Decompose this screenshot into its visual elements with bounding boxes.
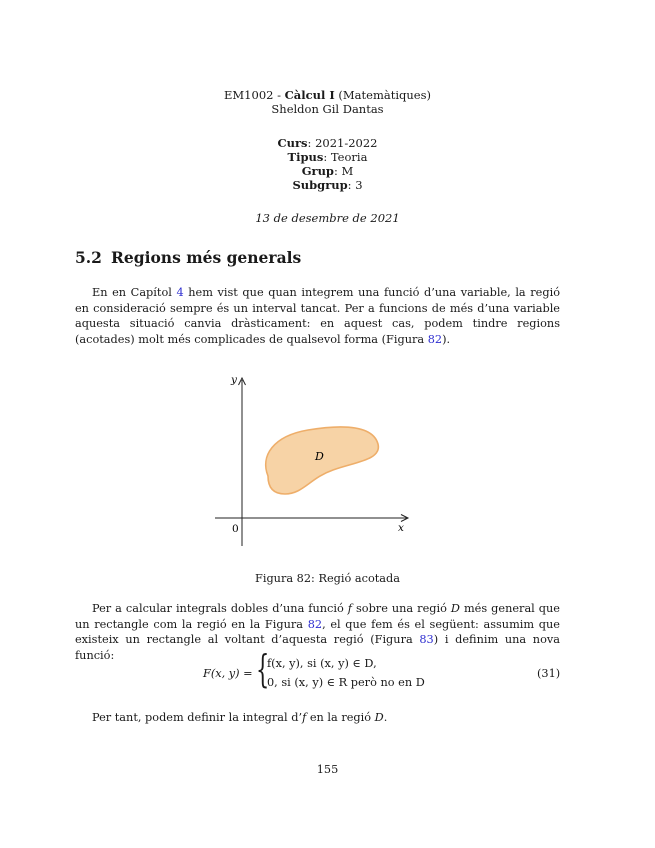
y-axis-label: y xyxy=(231,374,237,386)
region-label: D xyxy=(315,450,324,463)
author: Sheldon Gil Dantas xyxy=(271,102,384,116)
figure-region xyxy=(205,368,420,548)
equation-case-2: 0, si (x, y) ∈ R però no en D xyxy=(267,676,425,689)
section-number: 5.2 xyxy=(75,248,102,267)
course-title: EM1002 - Càlcul I (Matemàtiques) xyxy=(224,88,431,102)
link-figure-82[interactable]: 82 xyxy=(307,617,323,631)
region-diagram xyxy=(205,368,420,548)
x-axis-label: x xyxy=(398,522,404,534)
paragraph-conclusion: Per tant, podem definir la integral d’f en la regió D. xyxy=(92,711,388,724)
equation-lhs: F(x, y) = xyxy=(203,667,253,680)
link-figure-83[interactable]: 83 xyxy=(419,633,434,647)
left-brace: { xyxy=(256,647,270,691)
paragraph-intro: En en Capítol 4 hem vist que quan integrem una funció d’una variable, la regió en consideració sempre és un interval tancat. Per a funcions de més d’una variable aquesta situació canvia dràsticament: en aquest cas, podem tindre regions (acotades) molt més complicades de qualsevol forma (Figura 82). xyxy=(75,286,560,346)
link-chapter-4[interactable]: 4 xyxy=(176,286,184,299)
section-title: Regions més generals xyxy=(111,248,302,267)
meta-subgrup: Subgrup: 3 xyxy=(292,178,363,192)
equation-case-1: f(x, y), si (x, y) ∈ D, xyxy=(267,657,377,670)
meta-curs: Curs: 2021-2022 xyxy=(277,136,378,150)
meta-tipus: Tipus: Teoria xyxy=(287,150,368,164)
figure-caption: Figura 82: Regió acotada xyxy=(255,572,400,585)
meta-grup: Grup: M xyxy=(301,164,354,178)
link-figure-82[interactable]: 82 xyxy=(427,332,443,346)
origin-label: 0 xyxy=(232,523,239,535)
equation-number: (31) xyxy=(537,667,561,680)
paragraph-method: Per a calcular integrals dobles d’una funció f sobre una regió D més general que un rectangle com la regió en la Figura 82, el que fem és el següent: assumim que existeix un rectangle al voltant d’aquesta regió (Figura 83) i definim una nova funció: xyxy=(75,602,560,662)
page-number: 155 xyxy=(316,763,339,776)
section-heading xyxy=(75,248,301,267)
date: 13 de desembre de 2021 xyxy=(255,211,400,225)
